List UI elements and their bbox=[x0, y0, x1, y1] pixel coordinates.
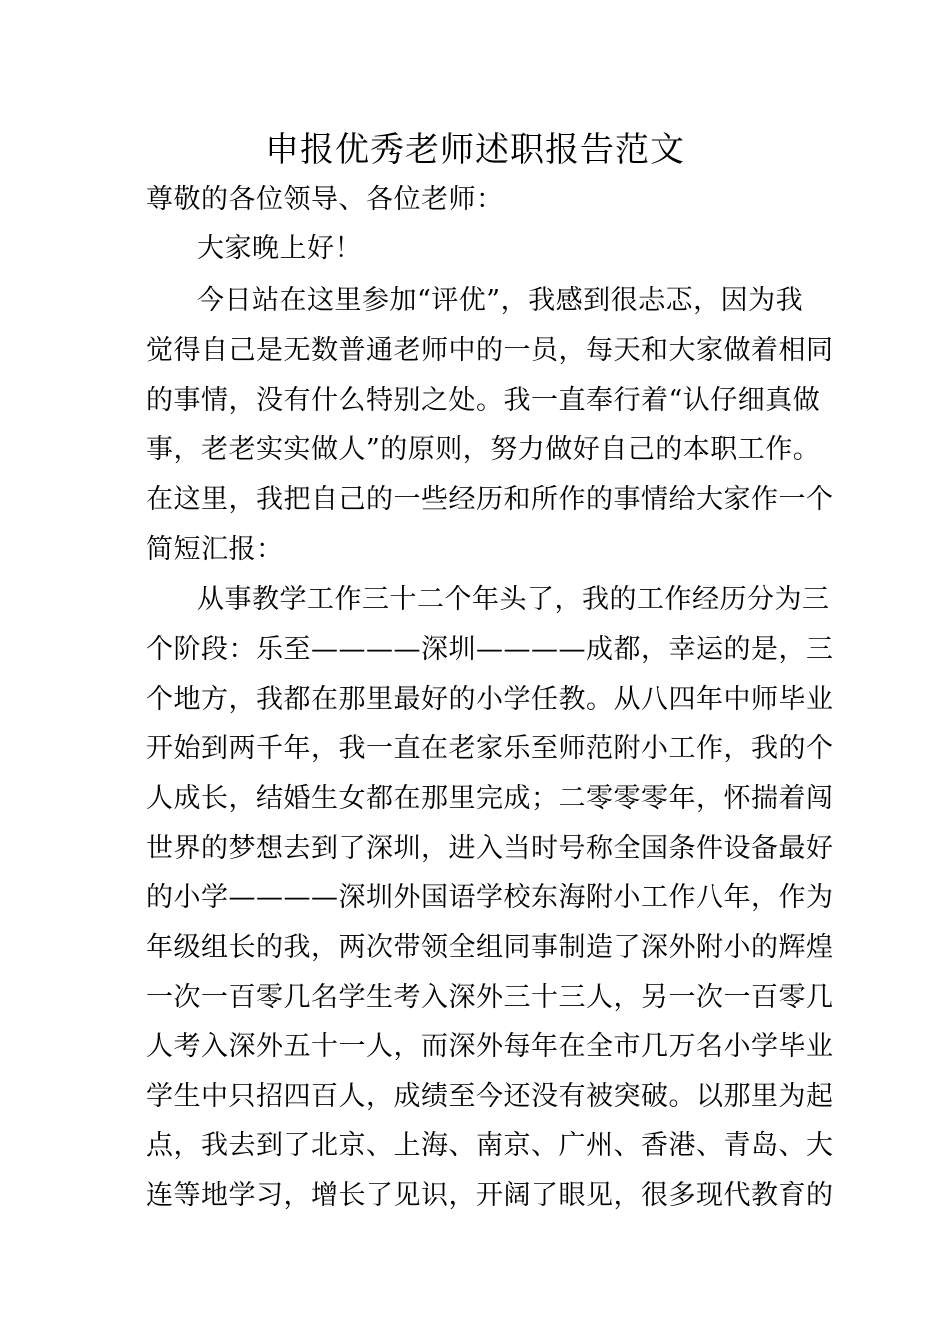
document-title: 申报优秀老师述职报告范文 bbox=[265, 130, 685, 170]
paragraph-2-line-10: 人考入深外五十一人，而深外每年在全市几万名小学毕业 bbox=[146, 1031, 834, 1062]
paragraph-1-line-2: 觉得自己是无数普通老师中的一员，每天和大家做着相同 bbox=[146, 335, 834, 366]
paragraph-1-line-6: 简短汇报： bbox=[146, 534, 284, 565]
paragraph-2-line-6: 世界的梦想去到了深圳，进入当时号称全国条件设备最好 bbox=[146, 833, 834, 864]
greeting: 大家晚上好！ bbox=[197, 233, 362, 264]
paragraph-1-line-4: 事，老老实实做人”的原则，努力做好自己的本职工作。 bbox=[146, 434, 821, 465]
salutation: 尊敬的各位领导、各位老师： bbox=[146, 184, 504, 215]
paragraph-2-line-4: 开始到两千年，我一直在老家乐至师范附小工作，我的个 bbox=[146, 733, 834, 764]
paragraph-2-line-1: 从事教学工作三十二个年头了，我的工作经历分为三 bbox=[197, 584, 830, 615]
paragraph-2-line-2: 个阶段：乐至————深圳————成都，幸运的是，三 bbox=[146, 634, 834, 665]
paragraph-2-line-3: 个地方，我都在那里最好的小学任教。从八四年中师毕业 bbox=[146, 684, 834, 715]
paragraph-2-line-13: 连等地学习，增长了见识，开阔了眼见，很多现代教育的 bbox=[146, 1180, 834, 1211]
paragraph-2-line-12: 点，我去到了北京、上海、南京、广州、香港、青岛、大 bbox=[146, 1130, 834, 1161]
paragraph-2-line-11: 学生中只招四百人，成绩至今还没有被突破。以那里为起 bbox=[146, 1081, 834, 1112]
paragraph-1-line-5: 在这里，我把自己的一些经历和所作的事情给大家作一个 bbox=[146, 484, 834, 515]
paragraph-2-line-5: 人成长，结婚生女都在那里完成；二零零零年，怀揣着闯 bbox=[146, 783, 834, 814]
paragraph-1-line-3: 的事情，没有什么特别之处。我一直奉行着“认仔细真做 bbox=[146, 385, 821, 416]
paragraph-2-line-7: 的小学————深圳外国语学校东海附小工作八年，作为 bbox=[146, 882, 834, 913]
paragraph-2-line-8: 年级组长的我，两次带领全组同事制造了深外附小的辉煌 bbox=[146, 932, 834, 963]
paragraph-2-line-9: 一次一百零几名学生考入深外三十三人，另一次一百零几 bbox=[146, 982, 834, 1013]
paragraph-1-line-1: 今日站在这里参加“评优”，我感到很忐忑，因为我 bbox=[197, 285, 804, 316]
